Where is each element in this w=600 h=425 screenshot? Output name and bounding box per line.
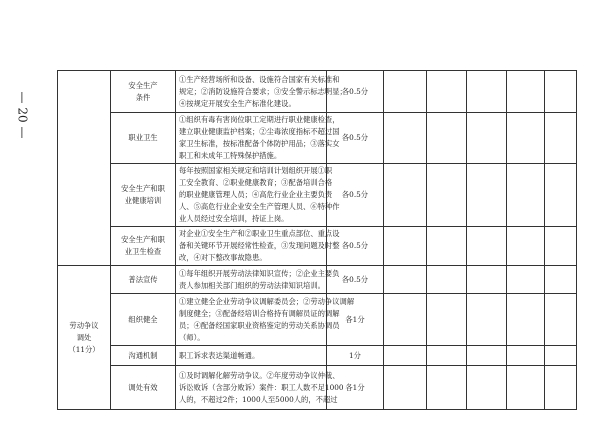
- requirement-text: 每年按照国家相关规定和培训计划组织开展①职: [179, 166, 333, 175]
- empty-cell: [384, 294, 427, 346]
- requirement-cell: [176, 366, 344, 410]
- score-cell: [327, 164, 384, 227]
- subcategory-text: 组织健全: [128, 314, 158, 324]
- subcategory-text: 业卫生检查: [124, 247, 162, 256]
- requirement-text: 家卫生标准，按标准配备个体防护用品；③落实女: [179, 139, 340, 148]
- empty-cell: [467, 113, 507, 164]
- empty-cell: [467, 366, 507, 410]
- requirement-text: 对企业①安全生产和②职业卫生重点部位、重点设: [179, 229, 340, 238]
- category-cell: [58, 266, 111, 410]
- requirement-text: （师）。: [179, 332, 205, 342]
- subcategory-cell: [111, 113, 176, 164]
- category-cell-continued: [58, 71, 111, 266]
- empty-cell: [427, 266, 467, 294]
- empty-cell: [545, 71, 577, 113]
- requirement-text: 人、⑤高危行业企业安全生产管理人员、⑥特种作: [179, 202, 340, 211]
- score-text: 各0.5分: [341, 274, 369, 284]
- requirement-text: 诉讼败诉（含部分败诉）案件：职工人数不足1000: [179, 382, 344, 392]
- requirement-text: 业人员经过安全培训，持证上岗。: [179, 214, 289, 223]
- empty-cell: [427, 113, 467, 164]
- table-row: [58, 71, 577, 113]
- page-number-text: — 20 —: [15, 91, 29, 139]
- requirement-text: 制度健全；③配备经培训合格持有调解员证的调解: [179, 308, 340, 318]
- empty-cell: [507, 346, 545, 366]
- subcategory-text: 调处有效: [128, 382, 158, 392]
- subcategory-text: 普法宣传: [128, 274, 158, 284]
- empty-cell: [427, 227, 467, 266]
- requirement-text: 员；④配备经国家职业资格鉴定的劳动关系协调员: [179, 320, 340, 330]
- empty-cell: [384, 266, 427, 294]
- empty-cell: [545, 227, 577, 266]
- requirement-text: 职工诉求表达渠道畅通。: [179, 350, 260, 360]
- empty-cell: [467, 294, 507, 346]
- subcategory-cell: [111, 294, 176, 346]
- empty-cell: [507, 71, 545, 113]
- empty-cell: [384, 346, 427, 366]
- empty-cell: [467, 71, 507, 113]
- assessment-table: [57, 70, 577, 410]
- requirement-cell: [176, 113, 340, 164]
- score-text: 1分: [349, 350, 361, 360]
- table-row: [58, 113, 577, 164]
- empty-cell: [507, 366, 545, 410]
- table-row: [58, 266, 577, 294]
- requirement-text: 建立职业健康监护档案；②尘毒浓度指标不超过国: [179, 127, 340, 136]
- empty-cell: [507, 164, 545, 227]
- subcategory-cell: [111, 266, 176, 294]
- requirement-text: ①生产经营场所和设备、设施符合国家有关标准和: [179, 74, 340, 84]
- requirement-text: ④按规定开展安全生产标准化建设。: [179, 98, 296, 108]
- subcategory-text: 沟通机制: [128, 350, 158, 360]
- requirement-text: 备和关键环节开展经常性检查，③发现问题及时整: [179, 241, 340, 250]
- score-text: 各1分: [345, 382, 365, 392]
- category-text: 调处: [76, 332, 92, 342]
- score-text: 各0.5分: [341, 133, 369, 142]
- empty-cell: [467, 227, 507, 266]
- subcategory-cell: [111, 366, 176, 410]
- table-row: [58, 227, 577, 266]
- empty-cell: [545, 366, 577, 410]
- subcategory-text: 业健康培训: [124, 196, 162, 205]
- requirement-text: 改，④对下整改事故隐患。: [179, 253, 267, 262]
- empty-cell: [507, 113, 545, 164]
- requirement-text: 人的，不超过2件；1000人至5000人的，不超过: [179, 394, 338, 404]
- requirement-cell: [176, 227, 340, 266]
- subcategory-cell: [111, 164, 176, 227]
- requirement-cell: [176, 346, 327, 366]
- empty-cell: [467, 346, 507, 366]
- subcategory-text: 安全生产: [128, 80, 158, 90]
- subcategory-cell: [111, 227, 176, 266]
- empty-cell: [384, 366, 427, 410]
- empty-cell: [507, 266, 545, 294]
- empty-cell: [545, 294, 577, 346]
- table-row: [58, 294, 577, 346]
- subcategory-text: 条件: [135, 92, 151, 102]
- requirement-text: 的职业健康管理人员；④高危行业企业主要负责: [179, 190, 333, 199]
- requirement-text: ①每年组织开展劳动法律知识宣传；②企业主要负: [179, 268, 340, 278]
- table-row: [58, 164, 577, 227]
- assessment-table-page: [57, 70, 576, 425]
- requirement-text: ①及时调解化解劳动争议。②年度劳动争议仲裁、: [179, 370, 340, 380]
- category-text: 劳动争议: [69, 320, 99, 330]
- requirement-cell: [176, 266, 340, 294]
- empty-cell: [384, 113, 427, 164]
- requirement-cell: [176, 164, 340, 227]
- score-text: 各0.5分: [341, 190, 369, 199]
- requirement-text: 工安全教育、②职业健康教育；③配备培训合格: [179, 178, 333, 187]
- requirement-text: 规定；②消防设施符合要求；③安全警示标志明显；: [179, 86, 347, 96]
- requirement-cell: [176, 71, 347, 113]
- requirement-text: ①建立健全企业劳动争议调解委员会；②劳动争议调解: [179, 296, 355, 306]
- table-row: [58, 366, 577, 410]
- table-row: [58, 346, 577, 366]
- category-text: （11分）: [68, 344, 100, 354]
- requirement-text: 职工和未成年工特殊保护措施。: [179, 151, 282, 160]
- empty-cell: [545, 113, 577, 164]
- empty-cell: [384, 164, 427, 227]
- subcategory-cell: [111, 71, 176, 113]
- empty-cell: [427, 164, 467, 227]
- empty-cell: [427, 346, 467, 366]
- empty-cell: [427, 71, 467, 113]
- empty-cell: [427, 294, 467, 346]
- score-text: 各1分: [345, 314, 365, 324]
- empty-cell: [545, 266, 577, 294]
- empty-cell: [467, 164, 507, 227]
- empty-cell: [507, 227, 545, 266]
- empty-cell: [545, 346, 577, 366]
- page-number: [10, 80, 34, 150]
- empty-cell: [427, 366, 467, 410]
- requirement-text: 责人参加相关部门组织的劳动法律知识培训。: [179, 280, 325, 290]
- subcategory-text: 安全生产和职: [121, 184, 165, 193]
- score-cell: [327, 346, 384, 366]
- score-text: 各0.5分: [341, 241, 369, 250]
- empty-cell: [467, 266, 507, 294]
- empty-cell: [545, 164, 577, 227]
- subcategory-text: 职业卫生: [128, 133, 158, 142]
- score-text: 各0.5分: [341, 86, 369, 96]
- empty-cell: [507, 294, 545, 346]
- requirement-text: ①组织有毒有害岗位职工定期进行职业健康检查，: [179, 115, 340, 124]
- subcategory-text: 安全生产和职: [121, 235, 165, 244]
- empty-cell: [384, 227, 427, 266]
- empty-cell: [384, 71, 427, 113]
- subcategory-cell: [111, 346, 176, 366]
